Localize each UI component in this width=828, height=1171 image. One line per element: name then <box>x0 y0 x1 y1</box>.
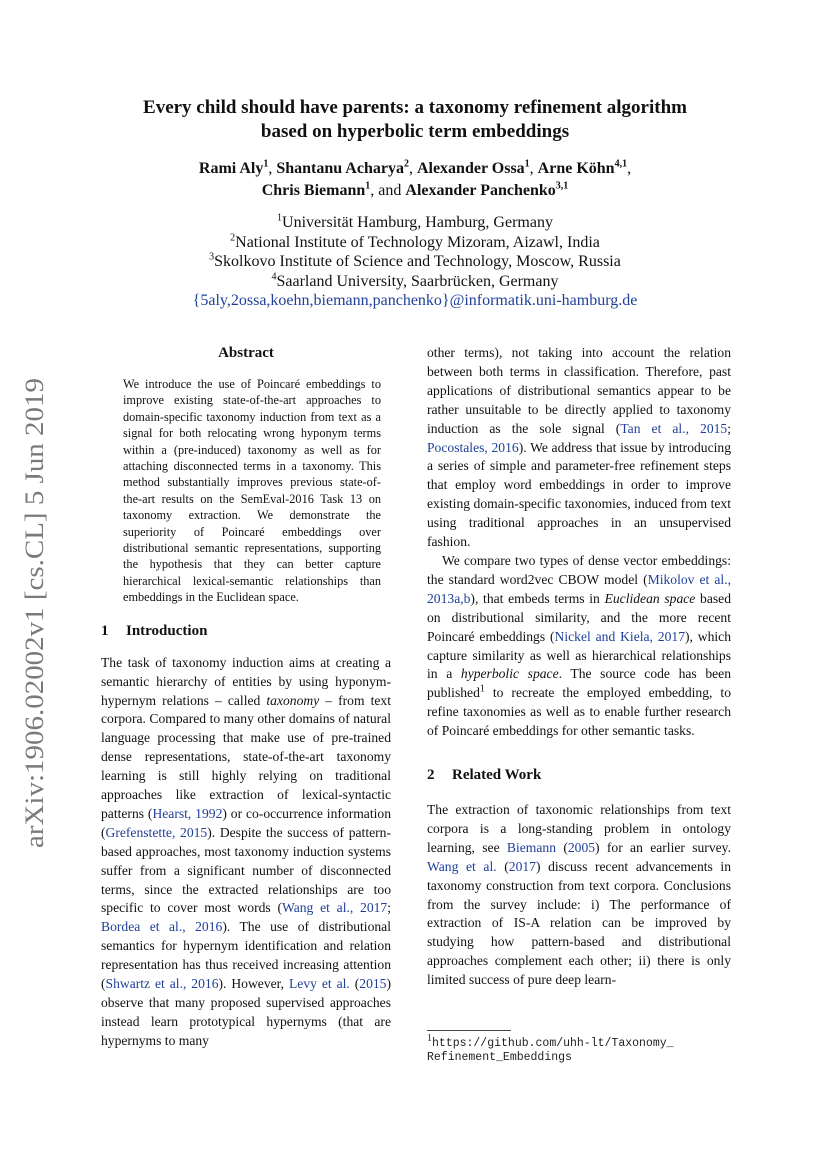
text-run: ) or co-occurrence information ( <box>101 805 391 840</box>
footnote-sup: 1 <box>427 1033 432 1045</box>
affiliation <box>100 213 730 233</box>
affiliation-sup: 2 <box>230 232 236 244</box>
affiliation-text: National Institute of Technology Mizoram, Aizawl, India <box>235 233 600 251</box>
citation-link[interactable]: Wang et al., 2017 <box>281 900 388 916</box>
email-link[interactable]: {5aly,2ossa,koehn,biemann,panchenko}@informatik.uni-hamburg.de <box>192 292 638 310</box>
title-line-2: based on hyperbolic term embeddings <box>260 121 570 142</box>
affiliation <box>100 272 730 292</box>
introduction-paragraph-1-continued <box>427 344 731 552</box>
author-name: Arne Köhn <box>537 160 615 177</box>
author-list <box>100 158 730 202</box>
footnote-rule <box>427 1030 511 1031</box>
text-run: ) for an earlier survey. <box>595 839 731 855</box>
author-sup: 1 <box>365 180 371 192</box>
abstract-heading: Abstract <box>218 345 274 361</box>
text-run: to recreate the employed embedding, to refine taxonomies as well as to enable further research of Poincaré embeddings for other semantic tasks. <box>427 685 731 739</box>
author-sup: 2 <box>403 158 409 170</box>
citation-link[interactable]: 2017 <box>508 858 536 874</box>
author-separator: , <box>268 160 277 177</box>
text-run: We compare two types of dense vector embeddings: the standard word2vec CBOW model ( <box>427 552 731 587</box>
text-run: ). Despite the success of pattern-based approaches, most taxonomy induction systems suffer from a significant number of disconnected terms, since the extracted relationships are too specific to cover most words ( <box>101 824 391 916</box>
author-separator: , <box>408 160 417 177</box>
author-line-1 <box>100 158 730 180</box>
text-run: ). However, <box>218 976 289 992</box>
citation-link[interactable]: Nickel and Kiela, 2017 <box>554 628 685 644</box>
footnote-line-1 <box>427 1033 727 1051</box>
footnote <box>427 1033 727 1065</box>
abstract-text: We introduce the use of Poincaré embeddings to improve existing state-of-the-art approaches to domain-specific taxonomy induction from text as a signal for both relocating wrong hyponym terms within a (pre-induced) taxonomy as well as for attaching disconnected terms in a taxonomy. This method substantially improves previous state-of-the-art results on the SemEval-2016 Task 13 on taxonomy extraction. We demonstrate the superiority of Poincaré embeddings over distributional semantic representations, supporting the hypothesis that they can better capture hierarchical lexical-semantic relationships than embeddings in the Euclidean space. <box>123 377 381 605</box>
section-number: 1 <box>101 622 109 639</box>
affiliation-sup: 4 <box>271 271 277 283</box>
text-run: ), that embeds terms in <box>470 590 605 606</box>
right-column <box>427 344 731 990</box>
text-run: – from text corpora. Compared to many other domains of natural language processing that make use of pre-trained dense representations, state-of-the-art taxonomy learning is still highly relying on traditional approaches like extraction of lexical-syntactic patterns ( <box>101 692 391 821</box>
author-sup: 4,1 <box>614 158 628 170</box>
citation-link[interactable]: Tan et al., 2015 <box>620 420 728 436</box>
author-separator: , <box>627 160 632 177</box>
emphasis-text: hyperbolic space <box>460 666 559 682</box>
affiliation-text: Skolkovo Institute of Science and Technology, Moscow, Russia <box>214 253 621 271</box>
text-run: based on distributional similarity, and the more recent Poincaré embeddings ( <box>427 590 731 644</box>
text-run: ( <box>496 858 509 874</box>
citation-link[interactable]: Mikolov et al., 2013a,b <box>427 571 731 606</box>
author-name: Alexander Panchenko <box>405 182 556 199</box>
author-name: Rami Aly <box>198 160 264 177</box>
citation-link[interactable]: Bordea et al., 2016 <box>101 919 223 935</box>
text-run: ) observe that many proposed supervised approaches instead learn prototypical hypernyms (that are hypernyms to many <box>101 976 391 1048</box>
author-name: Alexander Ossa <box>416 160 525 177</box>
text-run: ) discuss recent advancements in taxonomy construction from text corpora. Conclusions from the survey include: i) The performance of extraction of IS-A relation can be improved by studying how pattern-based and distributional approaches complement each other; ii) there is only limited success of pure deep learn- <box>427 858 732 988</box>
text-run: ; <box>727 420 731 436</box>
related-work-paragraph-1 <box>427 801 731 990</box>
text-run: ( <box>349 976 360 992</box>
affiliation-text: Universität Hamburg, Hamburg, Germany <box>282 214 553 231</box>
author-sup: 3,1 <box>555 180 569 192</box>
related-work-heading <box>427 765 731 785</box>
affiliation <box>100 252 730 272</box>
affiliation-sup: 3 <box>209 251 215 263</box>
affiliation <box>100 233 730 253</box>
text-run: The task of taxonomy induction aims at creating a semantic hierarchy of entities by using hyponym-hypernym relations – called <box>101 654 391 708</box>
footnote-marker[interactable]: 1 <box>479 683 485 695</box>
text-run: ), which capture similarity as well as hierarchical relationships in a <box>427 628 732 682</box>
footnote-url-1[interactable]: https://github.com/uhh-lt/Taxonomy_ <box>432 1037 674 1050</box>
citation-link[interactable]: Pocostales, 2016 <box>427 439 519 455</box>
text-run: other terms), not taking into account the relation between both terms in classification. Therefore, past applications of distributional semantics appear to be rather unsuitable to be directly applied to taxonomy induction as the sole signal ( <box>427 345 731 436</box>
author-and: , and <box>370 182 406 199</box>
author-sup: 1 <box>263 158 269 170</box>
footnote-line-2 <box>427 1051 727 1065</box>
arxiv-identifier <box>10 378 54 848</box>
text-run: ; <box>387 900 391 916</box>
introduction-paragraph-1 <box>101 654 391 1051</box>
author-name: Shantanu Acharya <box>276 160 404 177</box>
citation-link[interactable]: Biemann <box>506 839 557 855</box>
author-line-2 <box>100 180 730 202</box>
introduction-heading <box>101 621 391 641</box>
citation-link[interactable]: 2015 <box>359 976 387 992</box>
introduction-paragraph-2 <box>427 552 731 741</box>
emphasis-text: Euclidean space <box>604 590 696 606</box>
section-title: Related Work <box>452 767 542 784</box>
citation-link[interactable]: Wang et al. <box>427 858 497 874</box>
citation-link[interactable]: Hearst, 1992 <box>152 805 223 821</box>
text-run: ). We address that issue by introducing a series of simple and parameter-free refinement steps that employ word embeddings in order to improve existing domain-specific taxonomies, induced from text using traditional approaches in an unsupervised fashion. <box>427 439 731 550</box>
affiliation-text: Saarland University, Saarbrücken, Germany <box>276 272 559 290</box>
left-column <box>101 343 391 1051</box>
citation-link[interactable]: Shwartz et al., 2016 <box>105 976 219 992</box>
text-run: The extraction of taxonomic relationships from text corpora is a long-standing problem in ontology learning, see <box>427 802 731 855</box>
citation-link[interactable]: Grefenstette, 2015 <box>105 824 208 840</box>
footnote-url-2[interactable]: Refinement_Embeddings <box>427 1051 572 1064</box>
affiliation-list <box>100 213 730 311</box>
citation-link[interactable]: Levy et al. <box>288 976 350 992</box>
text-run: ( <box>556 839 568 855</box>
section-title: Introduction <box>126 622 208 639</box>
section-number: 2 <box>427 767 435 784</box>
arxiv-identifier-text: arXiv:1906.02002v1 [cs.CL] 5 Jun 2019 <box>20 426 49 848</box>
text-run: . The source code has been published <box>427 666 732 701</box>
author-name: Chris Biemann <box>261 182 366 199</box>
paper-title <box>100 96 730 144</box>
affiliation-sup: 1 <box>277 212 283 224</box>
author-separator: , <box>529 160 538 177</box>
text-run: ). The use of distributional semantics for hypernym identification and relation representation has thus received increasing attention ( <box>101 919 391 992</box>
title-line-1: Every child should have parents: a taxonomy refinement algorithm <box>143 97 687 118</box>
citation-link[interactable]: 2005 <box>567 839 596 855</box>
emphasis-text: taxonomy <box>266 692 320 708</box>
author-sup: 1 <box>524 158 530 170</box>
